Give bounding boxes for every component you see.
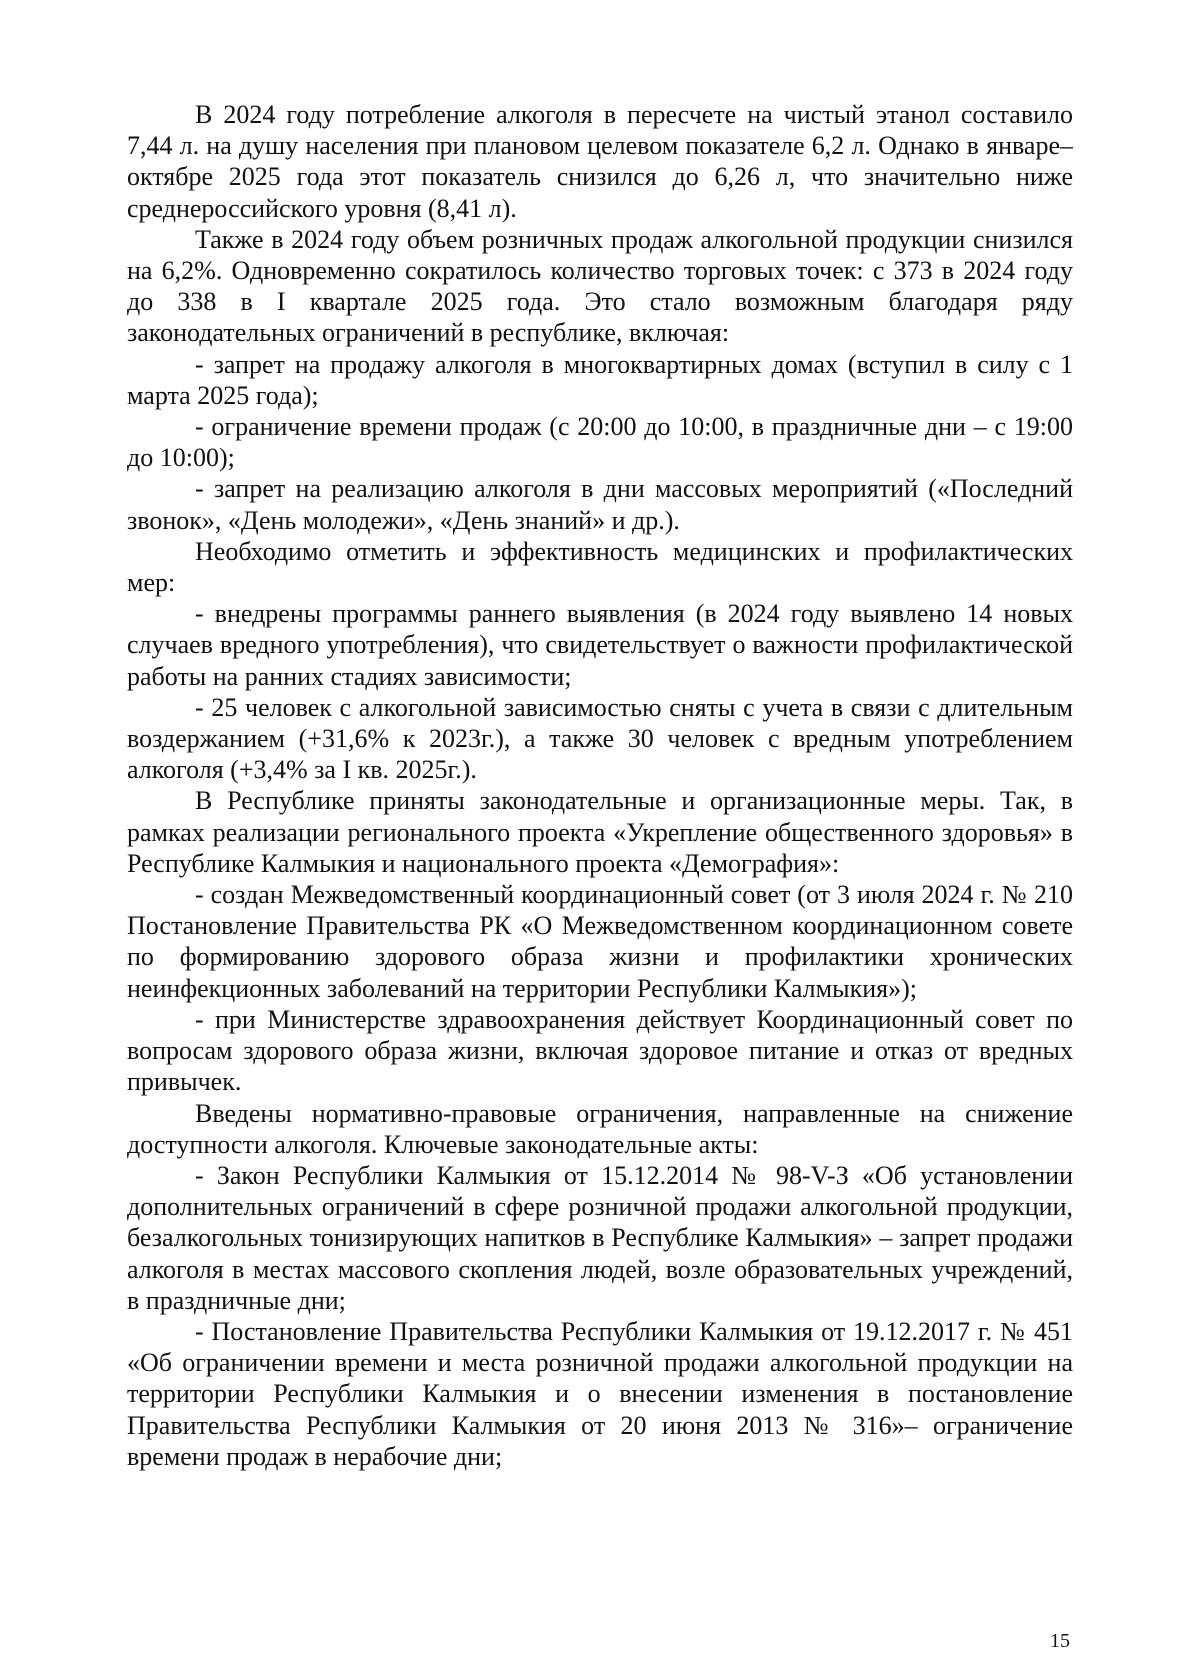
list-item-coordination-council: - создан Межведомственный координационный совет (от 3 июля 2024 г. № 210 Постановление Правительства РК «О Межведомственном координационном совете по формированию здорового образа жизни и профилактики хронических неинфекционных заболеваний на территории Республики Калмыкия»); [127, 880, 1073, 1003]
page-number: 15 [1050, 1630, 1070, 1652]
list-item-early-detection: - внедрены программы раннего выявления (в 2024 году выявлено 14 новых случаев вредного употребления), что свидетельствует о важности профилактической работы на ранних стадиях зависимости; [127, 599, 1073, 691]
paragraph-retail-sales: Также в 2024 году объем розничных продаж алкогольной продукции снизился на 6,2%. Одновременно сократилось количество торговых точек: с 373 в 2024 году до 338 в I квартале 2025 года. Это стало возможным благодаря ряду законодательных ограничений в республике, включая: [127, 224, 1073, 348]
paragraph-regulatory-restrictions: Введены нормативно-правовые ограничения, направленные на снижение доступности алкоголя. Ключевые законодательные акты: [127, 1098, 1073, 1159]
list-item-ministry-council: - при Министерстве здравоохранения действует Координационный совет по вопросам здорового образа жизни, включая здоровое питание и отказ от вредных привычек. [127, 1004, 1073, 1097]
list-item-law-98: - Закон Республики Калмыкия от 15.12.2014 № 98-V-З «Об установлении дополнительных ограничений в сфере розничной продажи алкогольной продукции, безалкогольных тонизирующих напитков в Республике Калмыкия» – запрет продажи алкоголя в местах массового скопления людей, возле образовательных учреждений, в праздничные дни; [127, 1160, 1073, 1315]
list-item-deregistered: - 25 человек с алкогольной зависимостью сняты с учета в связи с длительным воздержанием (+31,6% к 2023г.), а также 30 человек с вредным употреблением алкоголя (+3,4% за I кв. 2025г.). [127, 692, 1073, 785]
paragraph-alcohol-consumption: В 2024 году потребление алкоголя в пересчете на чистый этанол составило 7,44 л. на душу населения при плановом целевом показателе 6,2 л. Однако в январе–октябре 2025 года этот показатель снизился до 6,26 л, что значительно ниже среднероссийского уровня (8,41 л). [127, 100, 1073, 223]
list-item-time-restriction: - ограничение времени продаж (с 20:00 до 10:00, в праздничные дни – с 19:00 до 10:00); [127, 412, 1073, 473]
list-item-events-ban: - запрет на реализацию алкоголя в дни массовых мероприятий («Последний звонок», «День молодежи», «День знаний» и др.). [127, 474, 1073, 535]
paragraph-legislative-measures: В Республике приняты законодательные и организационные меры. Так, в рамках реализации регионального проекта «Укрепление общественного здоровья» в Республике Калмыкия и национального проекта «Демография»: [127, 786, 1073, 878]
document-body [127, 99, 1073, 1472]
list-item-resolution-451: - Постановление Правительства Республики Калмыкия от 19.12.2017 г. № 451 «Об ограничении времени и места розничной продажи алкогольной продукции на территории Республики Калмыкия и о внесении изменения в постановление Правительства Республики Калмыкия от 20 июня 2013 № 316»– ограничение времени продаж в нерабочие дни; [127, 1316, 1073, 1471]
paragraph-medical-measures: Необходимо отметить и эффективность медицинских и профилактических мер: [127, 536, 1073, 598]
list-item-apartment-ban: - запрет на продажу алкоголя в многоквартирных домах (вступил в силу с 1 марта 2025 года); [127, 349, 1073, 410]
